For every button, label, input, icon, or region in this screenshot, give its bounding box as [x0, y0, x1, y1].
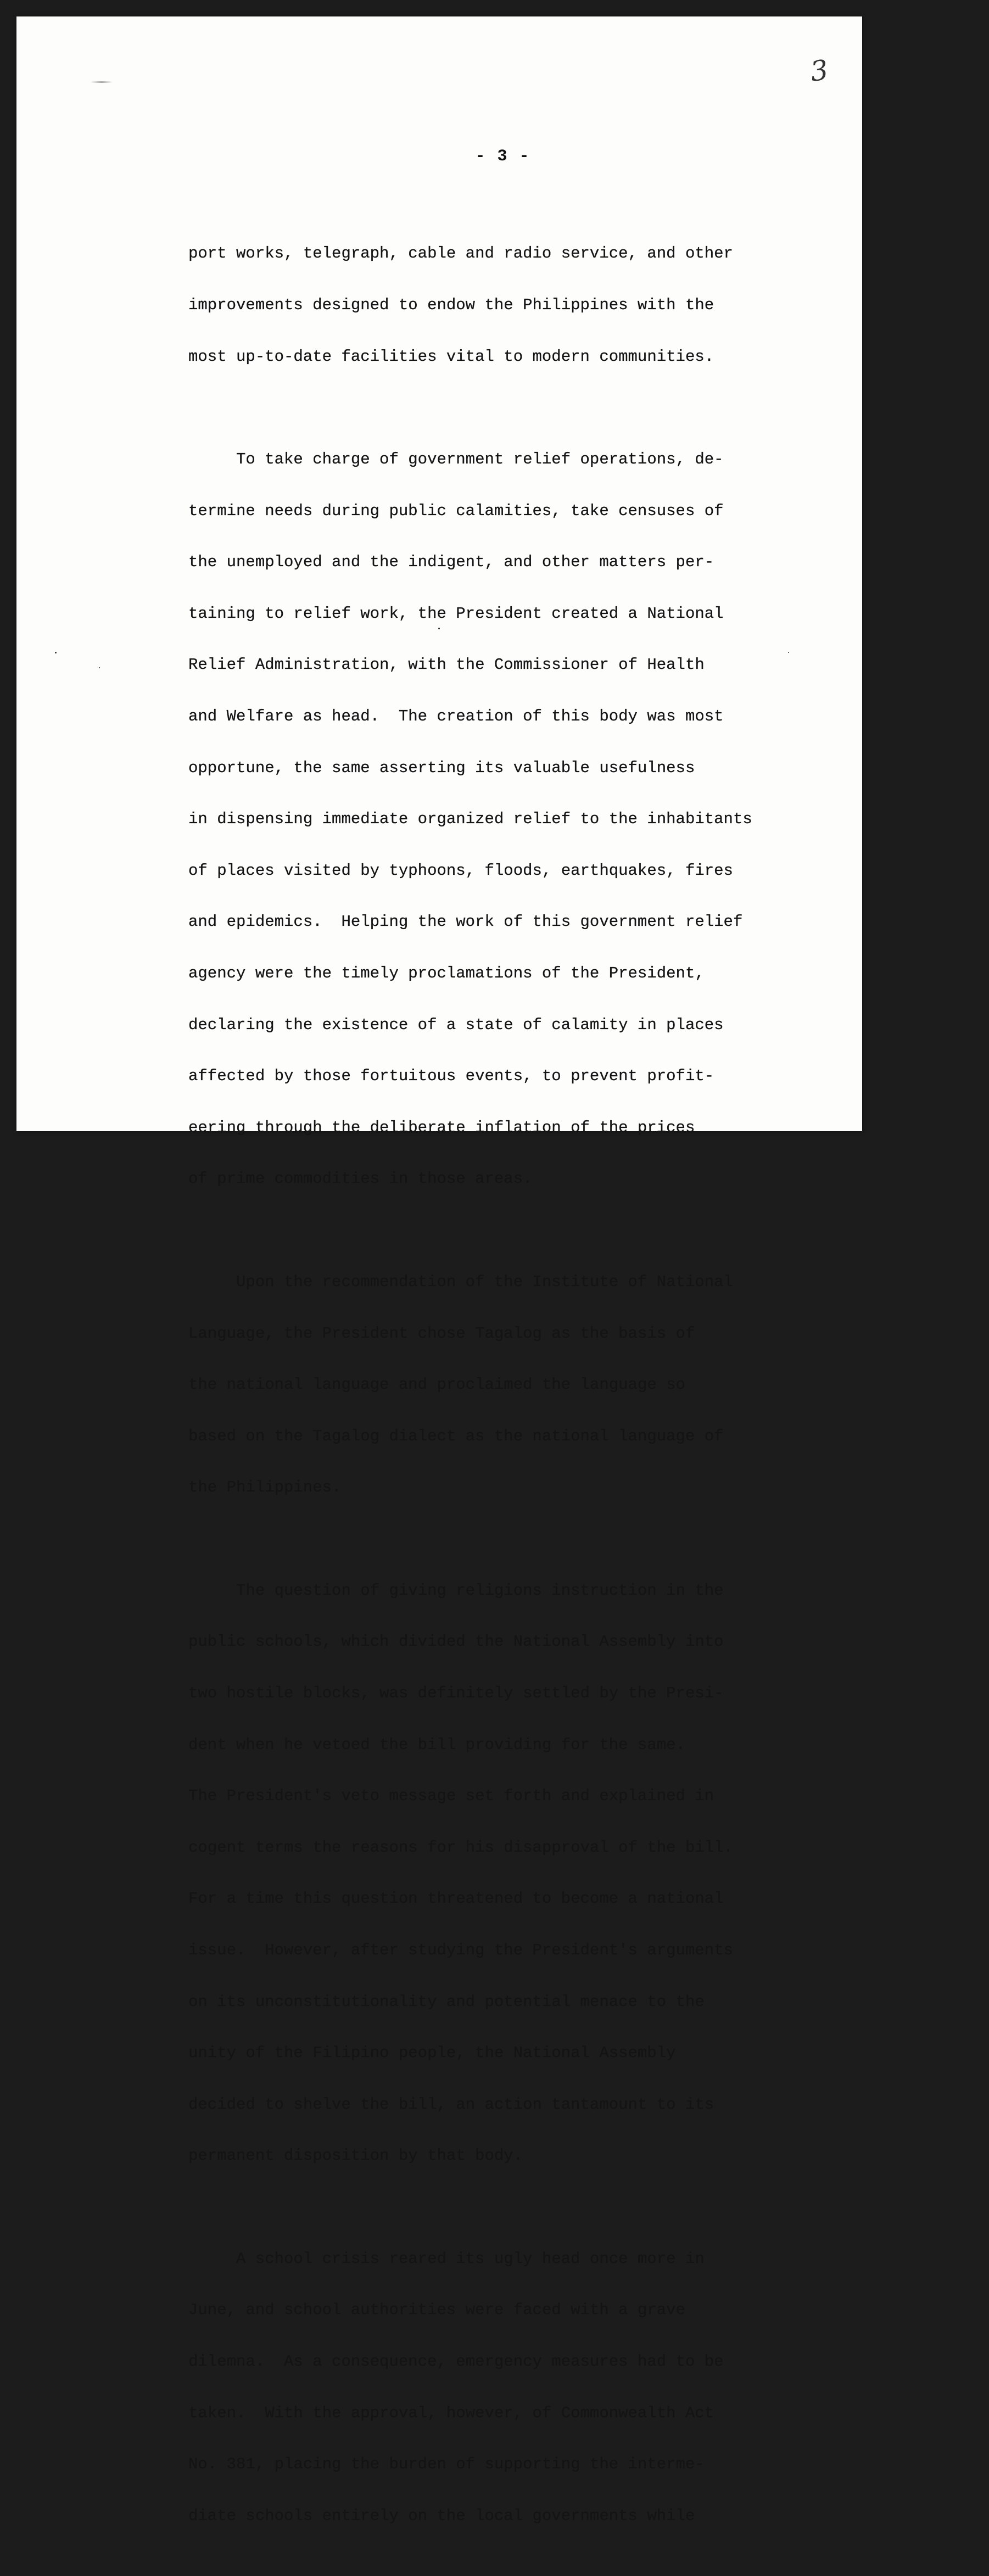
- text-line: taining to relief work, the President created a National: [188, 604, 724, 623]
- text-line: opportune, the same asserting its valuable usefulness: [188, 758, 695, 777]
- paragraph: [188, 417, 842, 1222]
- text-line: decided to shelve the bill, an action tantamount to its: [188, 2095, 714, 2114]
- text-line: declaring the existence of a state of calamity in places: [188, 1015, 724, 1034]
- body-text: [188, 211, 842, 2576]
- text-line: Language, the President chose Tagalog as the basis of: [188, 1324, 695, 1343]
- text-line: and Welfare as head. The creation of this body was most: [188, 707, 724, 726]
- paragraph: [188, 1239, 842, 1530]
- text-line: the Philippines.: [188, 1478, 342, 1497]
- text-line: issue. However, after studying the President's arguments: [188, 1941, 733, 1959]
- text-line: the national language and proclaimed the language so: [188, 1376, 685, 1394]
- text-line: Relief Administration, with the Commissioner of Health: [188, 656, 705, 674]
- text-line: in dispensing immediate organized relief to the inhabitants: [188, 810, 752, 829]
- text-line: For a time this question threatened to become a national: [188, 1890, 724, 1908]
- page-number: - 3 -: [475, 147, 530, 166]
- text-line: public schools, which divided the National Assembly into: [188, 1633, 724, 1651]
- text-line: eering through the deliberate inflation of the prices: [188, 1118, 695, 1137]
- text-line: and epidemics. Helping the work of this government relief: [188, 913, 743, 931]
- text-line: A school crisis reared its ugly head once more in: [188, 2249, 705, 2268]
- text-line: port works, telegraph, cable and radio service, and other: [188, 244, 733, 263]
- text-line: agency were the timely proclamations of the President,: [188, 964, 705, 983]
- handwritten-page-mark: 3: [808, 54, 830, 88]
- text-line: of places visited by typhoons, floods, earthquakes, fires: [188, 861, 733, 880]
- text-line: unity of the Filipino people, the National Assembly: [188, 2044, 676, 2063]
- text-line: permanent disposition by that body.: [188, 2147, 523, 2165]
- text-line: based on the Tagalog dialect as the national language of: [188, 1427, 724, 1445]
- text-line: termine needs during public calamities, take censuses of: [188, 501, 724, 520]
- text-line: The question of giving religions instruction in the: [188, 1581, 724, 1600]
- text-line: To take charge of government relief operations, de-: [188, 450, 724, 469]
- text-line: of prime commodities in those areas.: [188, 1170, 533, 1188]
- text-line: diate schools entirely on the local governments while: [188, 2506, 695, 2525]
- text-line: dent when he vetoed the bill providing for the same.: [188, 1735, 685, 1754]
- paragraph: [188, 2216, 842, 2558]
- text-line: cogent terms the reasons for his disapproval of the bill.: [188, 1838, 733, 1857]
- text-line: the unemployed and the indigent, and other matters per-: [188, 553, 714, 572]
- text-line: dilemna. As a consequence, emergency measures had to be: [188, 2353, 724, 2371]
- speck: [55, 652, 57, 653]
- text-line: affected by those fortuitous events, to prevent profit-: [188, 1067, 714, 1086]
- smudge-mark: [91, 81, 113, 83]
- text-line: No. 381, placing the burden of supporting the interme-: [188, 2455, 705, 2474]
- text-line: June, and school authorities were faced with a grave: [188, 2301, 685, 2320]
- text-line: most up-to-date facilities vital to modern communities.: [188, 347, 714, 366]
- paragraph: [188, 211, 842, 399]
- document-page: [16, 16, 862, 2525]
- text-line: Upon the recommendation of the Institute of National: [188, 1272, 733, 1291]
- paragraph: [188, 1547, 842, 2199]
- speck: [99, 667, 100, 668]
- text-line: two hostile blocks, was definitely settled by the Presi-: [188, 1684, 724, 1702]
- text-line: The President's veto message set forth and explained in: [188, 1787, 714, 1806]
- text-line: taken. With the approval, however, of Commonwealth Act: [188, 2404, 714, 2422]
- text-line: on its unconstitutionality and potential menace to the: [188, 1992, 705, 2011]
- text-line: improvements designed to endow the Philippines with the: [188, 296, 714, 314]
